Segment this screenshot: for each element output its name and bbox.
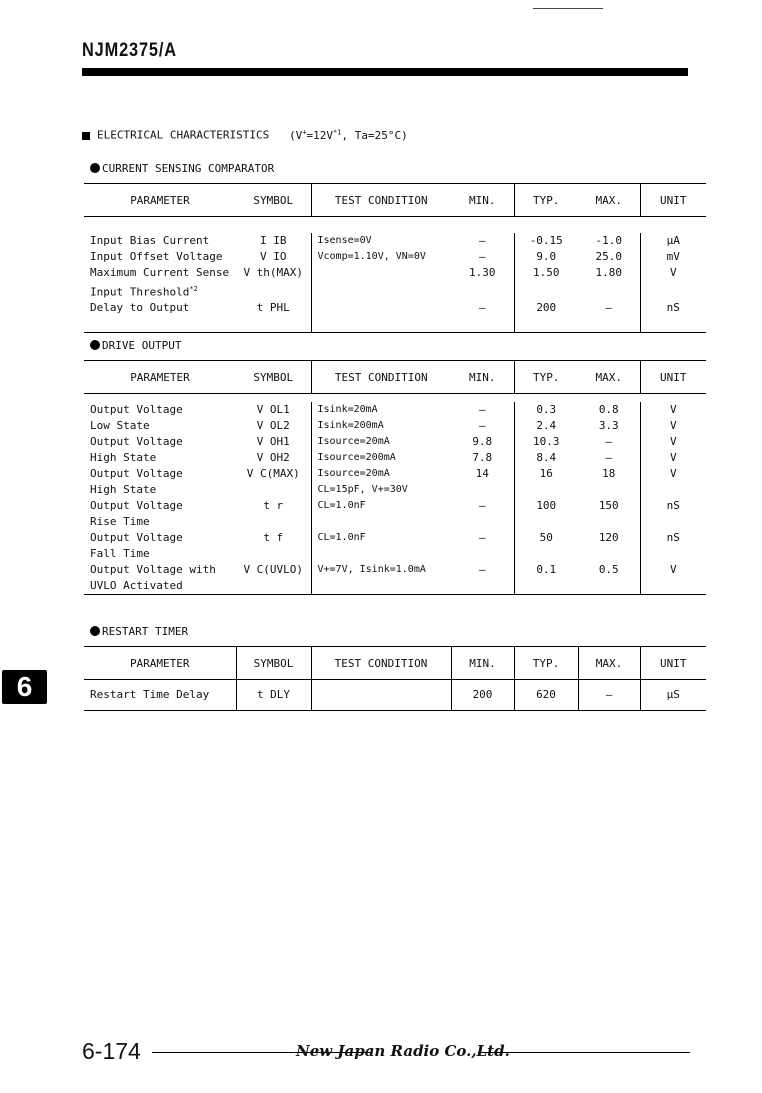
table-row: Output Voltage with V C(UVLO) V+=7V, Isink=1.0mA — 0.1 0.5 V xyxy=(84,562,706,578)
table-header-row: PARAMETER SYMBOL TEST CONDITION MIN. TYP. MAX. UNIT xyxy=(84,361,706,394)
circle-bullet-icon xyxy=(90,340,100,350)
col-min: MIN. xyxy=(451,184,514,217)
col-condition: TEST CONDITION xyxy=(311,184,451,217)
comparator-title: CURRENT SENSING COMPARATOR xyxy=(90,162,274,175)
chapter-tab: 6 xyxy=(2,670,47,704)
col-parameter: PARAMETER xyxy=(84,184,236,217)
table-row: Rise Time xyxy=(84,514,706,530)
col-unit: UNIT xyxy=(640,184,706,217)
square-bullet-icon xyxy=(82,132,90,140)
table-row: Input Offset Voltage V IO Vcomp=1.10V, VN=0V — 9.0 25.0 mV xyxy=(84,249,706,265)
footer xyxy=(82,1038,690,1066)
table-row: Input Bias Current I IB Isense=0V — -0.15 -1.0 μA xyxy=(84,233,706,249)
table-row: Restart Time Delay t DLY 200 620 — μS xyxy=(84,680,706,711)
table-row: Maximum Current Sense V th(MAX) 1.30 1.50 1.80 V xyxy=(84,265,706,281)
table-row: Low State V OL2 Isink=200mA — 2.4 3.3 V xyxy=(84,418,706,434)
col-typ: TYP. xyxy=(514,184,578,217)
table-header-row xyxy=(84,184,706,217)
page-number: 6-174 xyxy=(82,1038,141,1064)
footer-line-right xyxy=(478,1052,690,1053)
col-max: MAX. xyxy=(578,184,640,217)
restart-table xyxy=(84,646,706,711)
comparator-table xyxy=(84,183,706,333)
part-number: NJM2375/A xyxy=(82,40,177,61)
table-row: Output Voltage t f CL=1.0nF — 50 120 nS xyxy=(84,530,706,546)
table-row: High State CL=15pF, V+=30V xyxy=(84,482,706,498)
top-mark-line xyxy=(533,8,603,9)
drive-title: DRIVE OUTPUT xyxy=(90,339,181,352)
table-row: High State V OH2 Isource=200mA 7.8 8.4 — V xyxy=(84,450,706,466)
section-heading xyxy=(82,128,408,142)
restart-title: RESTART TIMER xyxy=(90,625,188,638)
table-row: UVLO Activated xyxy=(84,578,706,595)
table-row: Input Threshold$^{*2}$ xyxy=(84,281,706,301)
table-row: Output Voltage t r CL=1.0nF — 100 150 nS xyxy=(84,498,706,514)
col-symbol: SYMBOL xyxy=(236,184,311,217)
table-row: Output Voltage V OH1 Isource=20mA 9.8 10.3 — V xyxy=(84,434,706,450)
conditions: ($V^+=12V^{*1}$, Ta=25°C) xyxy=(289,128,408,142)
drive-table xyxy=(84,360,706,595)
circle-bullet-icon xyxy=(90,163,100,173)
table-row: Output Voltage V OL1 Isink=20mA — 0.3 0.8 V xyxy=(84,402,706,418)
header-rule xyxy=(82,68,688,76)
manufacturer-logo: New Japan Radio Co.,Ltd. xyxy=(296,1042,510,1060)
circle-bullet-icon xyxy=(90,626,100,636)
table-header-row: PARAMETER SYMBOL TEST CONDITION MIN. TYP. MAX. UNIT xyxy=(84,647,706,680)
table-row: Output Voltage V C(MAX) Isource=20mA 14 16 18 V xyxy=(84,466,706,482)
table-row: Fall Time xyxy=(84,546,706,562)
section-label: ELECTRICAL CHARACTERISTICS xyxy=(97,128,270,142)
table-row: Delay to Output t PHL — 200 — nS xyxy=(84,300,706,316)
